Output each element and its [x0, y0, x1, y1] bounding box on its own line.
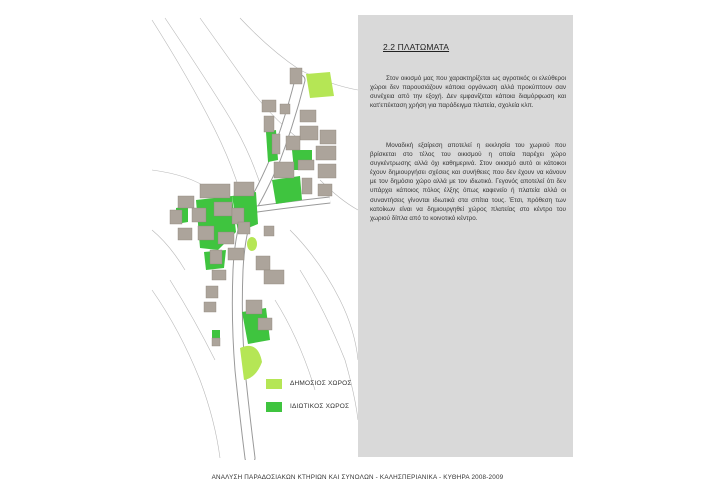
building	[316, 146, 336, 160]
building	[300, 126, 318, 140]
building	[274, 162, 294, 178]
public-space	[247, 237, 257, 251]
paragraph-2: Μοναδική εξαίρεση αποτελεί η εκκλησία του χωριού που βρίσκεται στο τέλος του οικισμού η οποία παρέχει χώρο συγκέντρωσης αλλά όχι καθημερινά. Στον οικισμό αυτό οι κάτοικοι έχουν δημιουργήσει σχέσεις και συνήθειες που δεν έχουν να κάνουν με τον δημόσιο χώρο αλλά με τον ιδιωτικό. Γεγονός αποτελεί ότι δεν υπάρχει κάποιος πόλος έλξης όπως καφενείο ή πλατεία αλλά οι συναντήσεις γίνονται ιδιωτικά στα σπίτια τους. Έτσι, πρόθεση των κατοίκων είναι να δημιουργηθεί χώρος πλατείας στο κέντρο του χωριού δίπλα από το κοινοτικό κέντρο.	[370, 142, 566, 222]
building	[178, 196, 194, 208]
building	[228, 248, 244, 260]
building	[264, 116, 274, 132]
legend-swatch-private	[266, 402, 282, 412]
contour-line	[300, 270, 358, 420]
building	[170, 210, 182, 224]
building	[264, 226, 274, 236]
legend-label-public: ΔΗΜΟΣΙΟΣ ΧΩΡΟΣ	[290, 380, 352, 387]
building	[206, 286, 218, 298]
building	[218, 232, 234, 244]
contour-line	[275, 300, 315, 390]
building	[262, 100, 276, 112]
legend-label-private: ΙΔΙΩΤΙΚΟΣ ΧΩΡΟΣ	[290, 403, 350, 410]
building	[264, 270, 284, 284]
building	[200, 184, 230, 198]
building	[178, 228, 192, 240]
building	[300, 110, 316, 122]
building	[238, 222, 250, 234]
building	[192, 208, 206, 222]
building	[286, 136, 300, 150]
contour-line	[165, 18, 262, 190]
building	[280, 104, 290, 114]
section-title: 2.2 ΠΛΑΤΩΜΑΤΑ	[383, 42, 450, 52]
building	[318, 164, 336, 178]
building	[320, 130, 336, 144]
building	[212, 338, 220, 346]
village-site-plan	[150, 15, 360, 460]
building	[204, 302, 216, 312]
footer-caption: ΑΝΑΛΥΣΗ ΠΑΡΑΔΟΣΙΑΚΩΝ ΚΤΗΡΙΩΝ ΚΑΙ ΣΥΝΟΛΩΝ - ΚΑΛΗΣΠΕΡΙΑΝΙΚΑ - ΚΥΘΗΡΑ 2008-2009	[211, 474, 504, 481]
building	[290, 68, 302, 84]
building	[246, 300, 262, 314]
building	[258, 318, 272, 330]
building	[256, 256, 270, 270]
paragraph-1: Στον οικισμό μας που χαρακτηρίζεται ως αγροτικός οι ελεύθεροι χώροι δεν παρουσιάζουν κάποια οργάνωση αλλά προκύπτουν σαν συνέχεια από την εξοχή. Δεν εμφανίζεται κάποια διαμόρφωση και κατ'επέκταση χρήση για παράδειγμα πλατεία, σχολεία κλπ.	[370, 75, 566, 110]
contour-line	[290, 230, 358, 360]
building	[302, 178, 312, 194]
building	[212, 270, 226, 280]
contour-line	[152, 290, 220, 458]
building	[198, 226, 214, 240]
building	[234, 182, 254, 196]
building	[210, 250, 222, 264]
legend-swatch-public	[266, 379, 282, 389]
building	[214, 202, 232, 216]
private-space	[272, 176, 302, 204]
building	[318, 184, 332, 196]
building	[272, 134, 280, 154]
building	[232, 208, 244, 224]
building	[298, 160, 314, 170]
public-space	[306, 72, 334, 98]
